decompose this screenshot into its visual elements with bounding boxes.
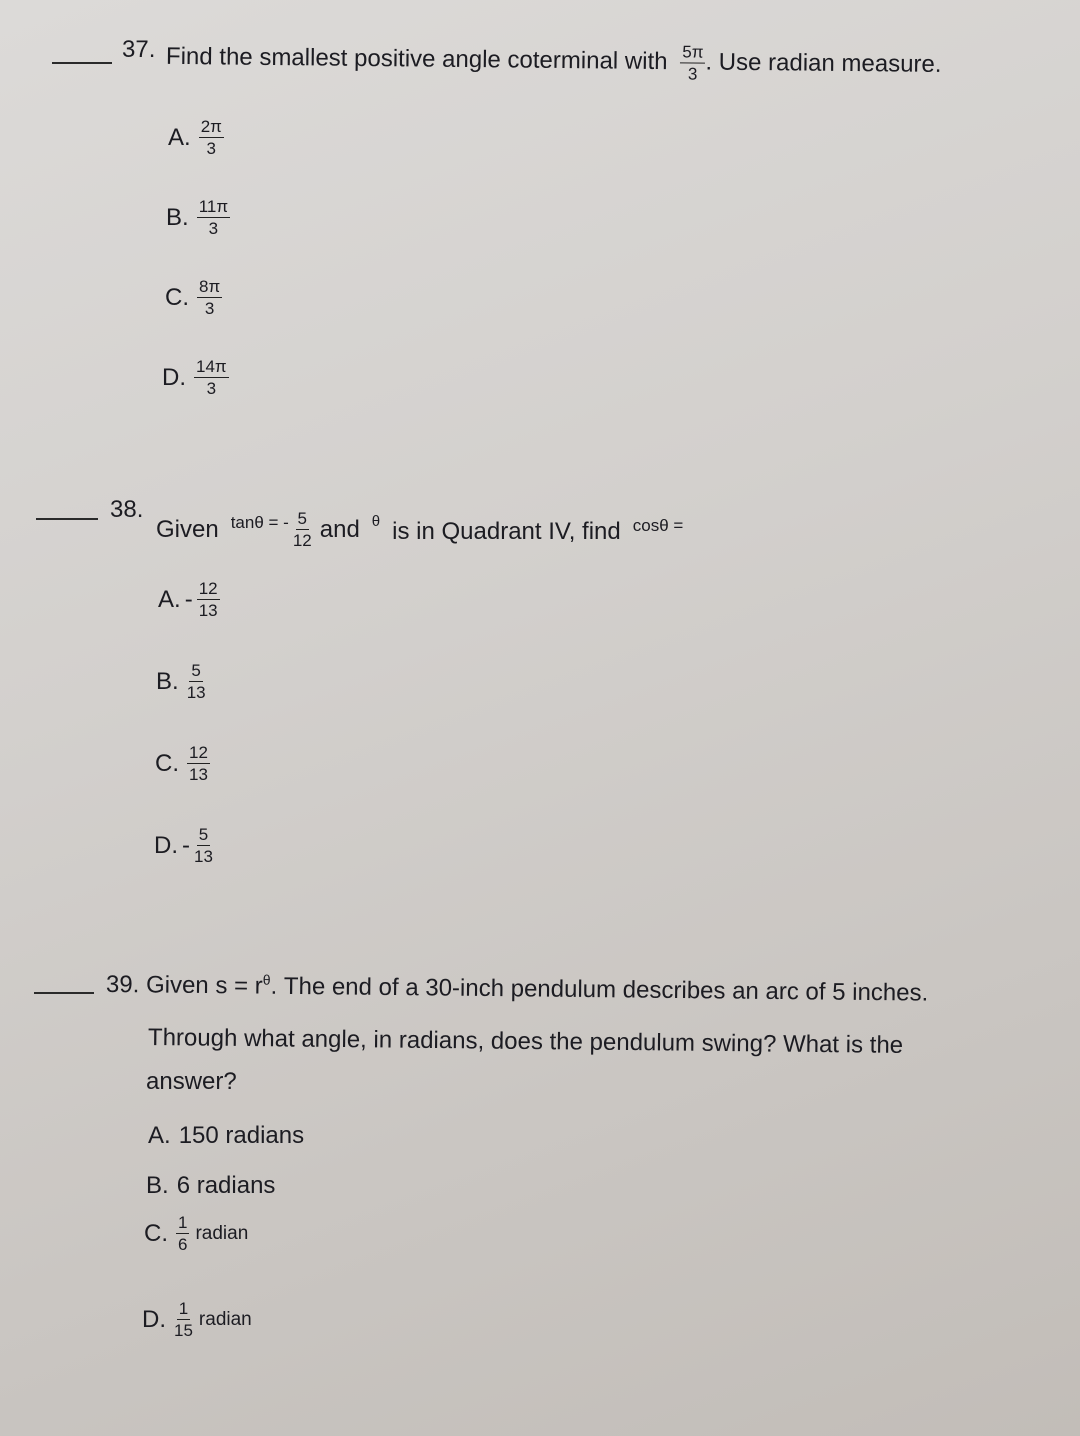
option-sign: - (182, 831, 190, 859)
question-39-given: Given s = r (145, 971, 263, 1000)
fraction-numerator: 8π (199, 277, 221, 296)
fraction-denominator: 3 (206, 379, 217, 398)
question-text-39-line3: answer? (146, 1068, 237, 1095)
option-unit: radian (195, 1222, 249, 1244)
option-letter: D. (154, 831, 178, 859)
option-unit: radian (198, 1308, 252, 1330)
fraction-denominator: 6 (178, 1235, 188, 1254)
option-38-c[interactable] (155, 744, 210, 783)
option-39-d[interactable] (142, 1300, 252, 1339)
question-37-suffix: . Use radian measure. (705, 48, 942, 78)
fraction-denominator: 13 (189, 765, 208, 784)
fraction-numerator: 1 (178, 1213, 188, 1232)
fraction-numerator: 12 (189, 743, 208, 762)
question-37-prompt: Find the smallest positive angle coterminal with (165, 42, 668, 76)
fraction-denominator: 13 (198, 601, 218, 620)
question-number-37: 37. (122, 36, 156, 63)
option-letter: D. (162, 363, 186, 391)
option-letter: A. (158, 585, 181, 613)
question-39-text: . The end of a 30-inch pendulum describes an arc of 5 inches. (270, 972, 929, 1007)
tan-fraction (293, 510, 312, 549)
fraction-numerator: 14π (196, 357, 227, 376)
question-number-39: 39. (105, 971, 140, 999)
option-letter: A. (168, 123, 191, 151)
fraction-numerator: 5 (297, 509, 308, 528)
fraction-numerator: 12 (198, 579, 218, 598)
fraction-denominator: 13 (186, 683, 206, 702)
option-37-c[interactable] (165, 278, 222, 317)
fraction-denominator: 13 (194, 847, 213, 866)
option-fraction (197, 198, 230, 237)
fraction-numerator: 5 (191, 661, 201, 680)
option-38-a[interactable] (158, 580, 220, 619)
fraction-numerator: 11π (198, 197, 229, 216)
option-letter: C. (144, 1219, 168, 1247)
question-38-and: and (319, 515, 360, 543)
option-fraction (197, 580, 220, 619)
fraction-denominator: 12 (292, 531, 312, 550)
tan-label: tanθ = - (230, 512, 289, 532)
option-39-a[interactable] (148, 1122, 304, 1150)
option-sign: - (184, 585, 193, 613)
fraction-denominator: 3 (206, 139, 217, 158)
theta-superscript: θ (262, 971, 271, 988)
cos-label: cosθ = (632, 515, 684, 535)
question-38-given: Given (156, 515, 219, 543)
option-fraction (174, 1300, 193, 1339)
option-letter: B. (156, 667, 179, 695)
question-37-fraction (680, 43, 706, 82)
option-letter: B. (166, 203, 189, 231)
option-letter: C. (155, 749, 179, 777)
option-fraction (187, 744, 210, 783)
fraction-numerator: 5 (198, 825, 209, 844)
question-text-37 (166, 38, 942, 85)
option-38-b[interactable] (156, 662, 206, 701)
fraction-denominator: 15 (174, 1321, 193, 1340)
option-39-b[interactable] (146, 1172, 275, 1200)
option-letter: A. (148, 1122, 171, 1149)
option-37-d[interactable] (162, 358, 229, 397)
option-letter: B. (146, 1172, 169, 1199)
option-fraction (197, 278, 222, 317)
option-38-d[interactable] (154, 826, 213, 865)
option-letter: D. (142, 1305, 166, 1333)
question-text-38 (156, 500, 683, 549)
fraction-numerator: 5π (680, 43, 705, 63)
option-37-a[interactable] (168, 118, 224, 157)
answer-blank-37[interactable] (52, 62, 112, 64)
option-37-b[interactable] (166, 198, 230, 237)
option-39-c[interactable] (144, 1214, 248, 1253)
option-fraction (194, 358, 229, 397)
fraction-denominator: 3 (204, 299, 215, 318)
question-38-quadrant: is in Quadrant IV, find (392, 517, 621, 545)
option-fraction (194, 826, 213, 865)
question-text-39-line1 (106, 970, 929, 1008)
answer-blank-38[interactable] (36, 518, 98, 520)
option-fraction (199, 118, 224, 157)
question-number-38: 38. (110, 496, 144, 523)
option-text: 150 radians (178, 1122, 305, 1149)
answer-blank-39[interactable] (34, 992, 94, 994)
fraction-numerator: 2π (200, 117, 222, 136)
option-fraction (187, 662, 206, 701)
fraction-denominator: 3 (208, 219, 219, 238)
question-text-39-line2: Through what angle, in radians, does the pendulum swing? What is the (147, 1024, 904, 1059)
theta-symbol: θ (371, 513, 381, 530)
fraction-numerator: 1 (178, 1299, 189, 1318)
option-text: 6 radians (176, 1172, 276, 1199)
option-fraction (176, 1214, 189, 1253)
option-letter: C. (165, 283, 189, 311)
fraction-denominator: 3 (687, 64, 698, 84)
